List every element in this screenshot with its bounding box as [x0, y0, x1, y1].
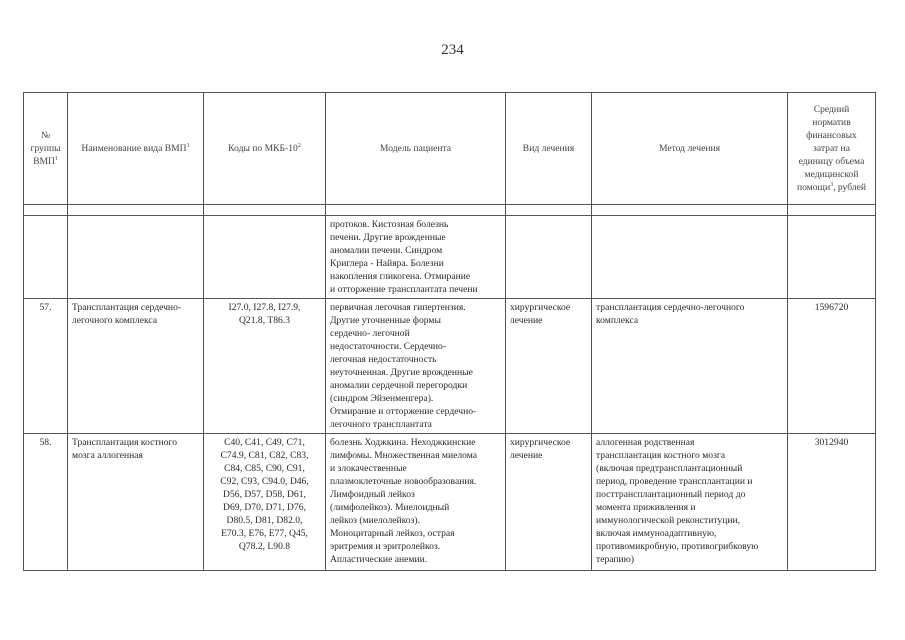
treatment-method-cell	[592, 216, 788, 299]
average-cost-cell: 1596720	[788, 299, 876, 434]
treatment-type-cell: хирургическое лечение	[506, 434, 592, 571]
treatment-type-cell: хирургическое лечение	[506, 299, 592, 434]
average-cost-cell	[788, 216, 876, 299]
header-treatment-method: Метод лечения	[592, 93, 788, 205]
header-vmp-name: Наименование вида ВМП$^1$	[68, 93, 204, 205]
treatment-type-cell	[506, 216, 592, 299]
treatment-method-cell: аллогенная родственная трансплантация костного мозга (включая предтрансплантационный период, проведение трансплантации и посттрансплантационный период до момента приживления и иммунологической реконституции, включая иммуноадаптивную, противомикробную, противогрибковую терапию)	[592, 434, 788, 571]
table-row	[24, 299, 876, 434]
group-number-cell: 58.	[24, 434, 68, 571]
page-number: 234	[441, 42, 464, 58]
patient-model-cell: болезнь Ходжкина. Неходжкинские лимфомы. Множественная миелома и злокачественные плазмоклеточные новообразования. Лимфоидный лейкоз (лимфолейкоз). Миелоидный лейкоз (миелолейкоз). Моноцитарный лейкоз, острая эритремия и эритролейкоз. Апластические анемии.	[326, 434, 506, 571]
patient-model-cell: первичная легочная гипертензия. Другие уточненные формы сердечно- легочной недостаточности. Сердечно- легочная недостаточность неуточненная. Другие врожденные аномалии сердечной перегородки (синдром Эйзенменгера). Отмирание и отторжение сердечно- легочного трансплантата	[326, 299, 506, 434]
header-patient-model: Модель пациента	[326, 93, 506, 205]
vmp-name-cell	[68, 216, 204, 299]
group-number-cell	[24, 216, 68, 299]
header-icd-codes: Коды по МКБ-$10^2$	[204, 93, 326, 205]
icd-codes-cell	[204, 216, 326, 299]
vmp-name-cell: Трансплантация сердечно- легочного комплекса	[68, 299, 204, 434]
vmp-table	[23, 92, 876, 571]
table-row	[24, 434, 876, 571]
icd-codes-cell: I27.0, I27.8, I27.9, Q21.8, T86.3	[204, 299, 326, 434]
patient-model-cell: протоков. Кистозная болезнь печени. Другие врожденные аномалии печени. Синдром Криглера - Найяра. Болезни накопления гликогена. Отмирание и отторжение трансплантата печени	[326, 216, 506, 299]
header-group-number: № группы ВМП$^1$	[24, 93, 68, 205]
icd-codes-cell: C40, C41, C49, C71, C74.9, C81, C82, C83, C84, C85, C90, C91, C92, C93, C94.0, D46, D56, D57, D58, D61, D69, D70, D71, D76, D80.5, D81, D82.0, E70.3, E76, E77, Q45, Q78.2, L90.8	[204, 434, 326, 571]
table-row	[24, 216, 876, 299]
vmp-name-cell: Трансплантация костного мозга аллогенная	[68, 434, 204, 571]
treatment-method-cell: трансплантация сердечно-легочного комплекса	[592, 299, 788, 434]
header-treatment-type: Вид лечения	[506, 93, 592, 205]
table-spacer-row	[24, 205, 876, 216]
group-number-cell: 57.	[24, 299, 68, 434]
average-cost-cell: 3012940	[788, 434, 876, 571]
header-average-cost: Средний норматив финансовых затрат на единицу объема медицинской помощи$^3$, рублей	[788, 93, 876, 205]
table-header-row	[24, 93, 876, 205]
